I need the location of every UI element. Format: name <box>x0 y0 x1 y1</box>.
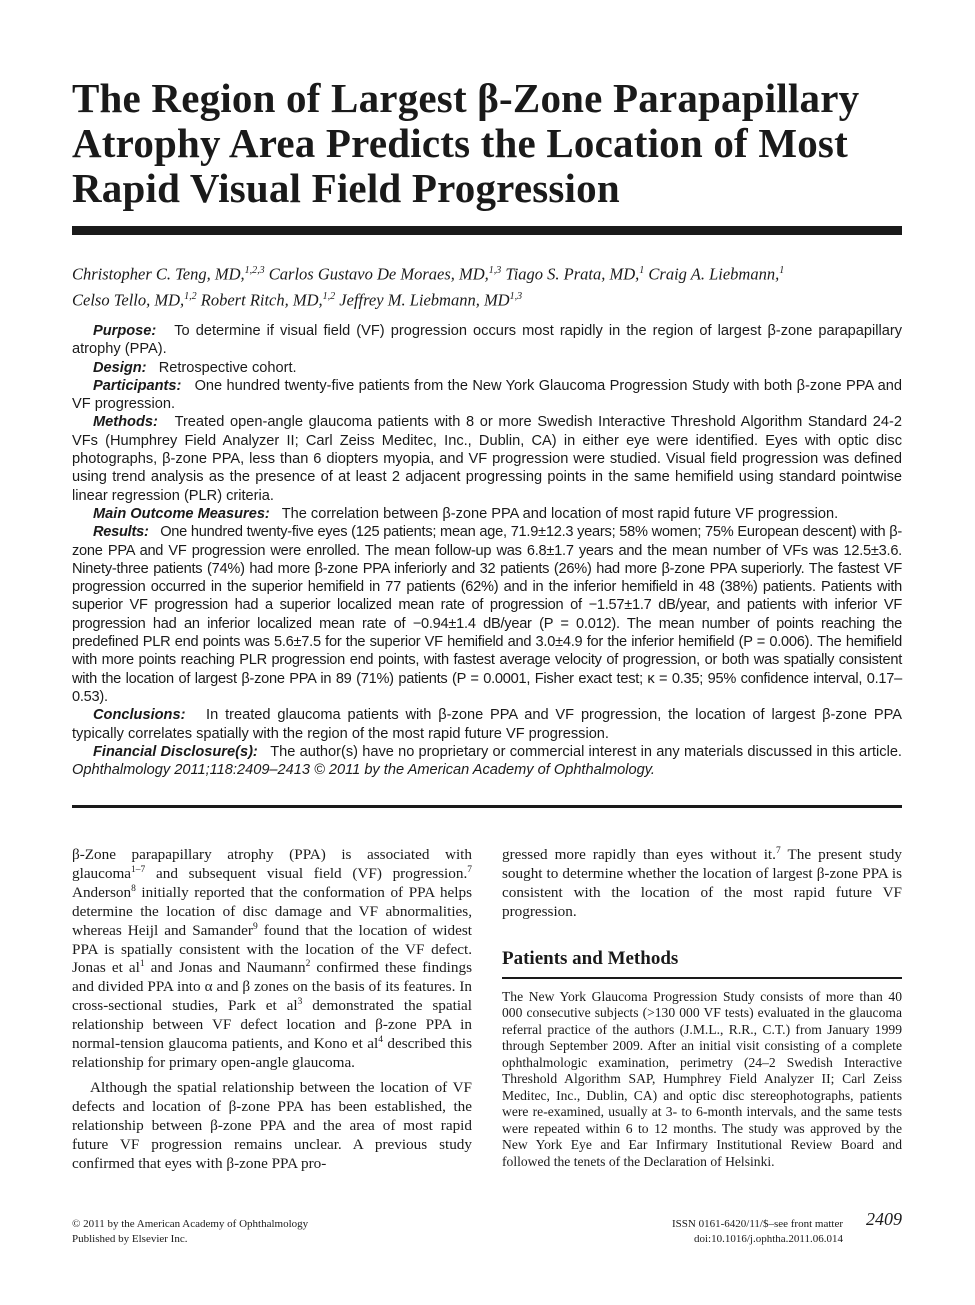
body-text: confirmed these findings and divided PPA into α and β zones on the basis of its features. In cross-sectional studies, Park et al <box>72 959 472 1015</box>
reference-link[interactable]: 1 <box>139 959 145 970</box>
body-text: and subsequent visual field (VF) progression. <box>145 864 468 882</box>
author-name: Robert Ritch, MD, <box>200 290 323 309</box>
publisher-line: Published by Elsevier Inc. <box>72 1233 188 1245</box>
author-affiliation: 1 <box>639 265 645 276</box>
reference-link[interactable]: 3 <box>297 997 303 1008</box>
abstract-text: One hundred twenty-five eyes (125 patients; mean age, 71.9±12.3 years; 58% women; 75% European descent) with β-zone PPA and VF progression were enrolled. The mean follow-up was 6.8±1.7 years and the mean number of VFs was 12.5±3.6. Ninety-three patients (74%) had more β-zone PPA inferiorly and 32 patients (26%) had more β-zone PPA superiorly. The fastest VF progression occurred in the superior hemifield in 77 patients (62%) and in the inferior hemifield in 48 (38%) patients. Patients with superior VF progression had a superior localized mean rate of progression of −1.57±1.7 dB/year, and patients with inferior VF progression had an inferior localized mean rate of −0.94±1.4 dB/year (P = 0.012). The mean number of points reaching the predefined PLR end points was 5.6±7.5 for the superior VF hemifield and 3.0±4.9 for the inferior hemifield (P = 0.006). The hemifield with more points reaching PLR progression end points, with fastest average velocity of progression, or both was spatially consistent with the location of largest β-zone PPA in 89 (71%) patients (P = 0.0001, Fisher exact test; κ = 0.35; 95% confidence interval, 0.17–0.53). <box>72 524 902 705</box>
author-name: Christopher C. Teng, MD, <box>72 264 245 284</box>
author-list <box>72 260 912 311</box>
doi-link[interactable]: doi:10.1016/j.ophtha.2011.06.014 <box>693 1233 843 1245</box>
author-name: Carlos Gustavo De Moraes, MD, <box>268 264 489 284</box>
abstract-text: In treated glaucoma patients with β-zone PPA and VF progression, the location of largest β-zone PPA typically correlates spatially with the region of the most rapid future VF progression. <box>72 707 902 742</box>
abstract-design <box>72 359 902 377</box>
abstract-participants <box>72 377 902 414</box>
author-name: Celso Tello, MD, <box>72 290 185 309</box>
abstract-label: Methods: <box>93 414 158 431</box>
author-affiliation: 1,3 <box>488 265 502 276</box>
author-name: Jeffrey M. Liebmann, MD <box>339 290 510 309</box>
abstract-text: One hundred twenty-five patients from the New York Glaucoma Progression Study with both β-zone PPA and VF progression. <box>72 377 902 413</box>
body-text: β-Zone parapapillary atrophy (PPA) is associated with glaucoma <box>72 846 472 882</box>
body-text: and Jonas and Naumann <box>144 959 306 977</box>
journal-citation: Ophthalmology 2011;118:2409–2413 © 2011 by the American Academy of Ophthalmology. <box>72 762 655 779</box>
abstract-text: To determine if visual field (VF) progression occurs most rapidly in the region of largest β-zone parapapillary atrophy (PPA). <box>72 323 902 358</box>
author-affiliation: 1 <box>779 265 785 276</box>
footer-left <box>72 1217 308 1247</box>
issn-line: ISSN 0161-6420/11/$–see front matter <box>672 1218 843 1230</box>
body-paragraph: The New York Glaucoma Progression Study consists of more than 40 000 consecutive subjects (>130 000 VF tests) evaluated in the glaucoma referral practice of the authors (J.M.L., R.R., C.T.) from January 1999 through September 2009. After an initial visit consisting of a complete ophthalmologic examination, perimetry (24–2 Swedish Interactive Threshold Algorithm SAP, Humphrey Field Analyzer II; Carl Zeiss Meditec, Inc., Dublin, CA) and optic disc stereophotographs, patients were re-examined, usually at 3- to 6-month intervals, and the same tests were repeated within 6 to 12 months. The study was approved by the New York Eye and Ear Infirmary Institutional Review Board and followed the tenets of the Declaration of Helsinki. <box>502 988 902 1169</box>
abstract-label: Design: <box>93 359 147 376</box>
author-affiliation: 1,2 <box>184 290 197 302</box>
body-text: described this relationship for primary open-angle glaucoma. <box>72 1035 472 1071</box>
abstract-text: The correlation between β-zone PPA and location of most rapid future VF progression. <box>281 505 839 522</box>
author-affiliation: 1,2,3 <box>244 265 265 276</box>
abstract-text: Treated open-angle glaucoma patients with 8 or more Swedish Interactive Threshold Algorithm Standard 24-2 VFs (Humphrey Field Analyzer II; Carl Zeiss Meditec, Inc., Dublin, CA) in either eye were identified. Eyes with optic disc photographs, β-zone PPA, less than 6 diopters myopia, and VF progression were studied. Visual field progression was defined using trend analysis as the presence of at least 2 adjacent progressing points in the same hemifield using standard pointwise linear regression (PLR) criteria. <box>72 414 902 504</box>
abstract-disclosure <box>72 743 902 780</box>
section-divider <box>502 977 902 979</box>
abstract-results <box>72 523 902 706</box>
abstract-label: Results: <box>93 524 149 541</box>
reference-link[interactable]: 4 <box>378 1035 383 1045</box>
reference-link[interactable]: 9 <box>252 921 258 932</box>
abstract <box>72 322 902 779</box>
abstract-label: Financial Disclosure(s): <box>93 743 258 760</box>
body-column-left <box>72 846 472 1173</box>
author-name: Tiago S. Prata, MD, <box>505 264 640 284</box>
title-divider <box>72 226 902 235</box>
abstract-divider <box>72 805 902 808</box>
body-text: demonstrated the spatial relationship between VF defect location and β-zone PPA in normal-tension glaucoma patients, and Kono et al <box>72 997 472 1053</box>
reference-link[interactable]: 7 <box>467 864 472 875</box>
body-text: found that the location of widest PPA is spatially consistent with the location of the VF defect. Jonas et al <box>72 921 472 977</box>
abstract-label: Purpose: <box>93 323 157 339</box>
abstract-purpose <box>72 322 902 359</box>
reference-link[interactable]: 2 <box>305 959 311 970</box>
reference-link[interactable]: 1–7 <box>131 864 146 875</box>
abstract-text: The author(s) have no proprietary or commercial interest in any materials discussed in this article. <box>270 743 902 760</box>
body-text: Anderson <box>72 883 132 901</box>
body-paragraph <box>502 846 902 922</box>
copyright-line: © 2011 by the American Academy of Ophthalmology <box>72 1218 309 1230</box>
abstract-outcome <box>72 505 902 523</box>
page-number: 2409 <box>866 1209 902 1229</box>
abstract-label: Main Outcome Measures: <box>93 505 270 522</box>
author-name: Craig A. Liebmann, <box>648 264 780 284</box>
body-column-right <box>502 846 902 1170</box>
body-paragraph <box>72 846 472 1073</box>
body-paragraph: Although the spatial relationship between the location of VF defects and location of β-zone PPA has been established, the relationship between β-zone PPA and the area of most rapid future VF progression remains unclear. A previous study confirmed that eyes with β-zone PPA pro- <box>72 1078 472 1172</box>
abstract-conclusions <box>72 706 902 743</box>
body-text: initially reported that the conformation of PPA helps determine the location of disc damage and VF abnormalities, whereas Heijl and Samander <box>72 883 472 939</box>
abstract-label: Participants: <box>93 377 182 394</box>
body-text: The present study sought to determine whether the location of largest β-zone PPA is consistent with the location of the most rapid future VF progression. <box>502 846 902 920</box>
footer-right <box>672 1217 843 1247</box>
abstract-text: Retrospective cohort. <box>158 359 297 376</box>
abstract-methods <box>72 413 902 504</box>
author-affiliation: 1,2 <box>322 290 336 302</box>
body-text: gressed more rapidly than eyes without it. <box>502 846 776 863</box>
author-affiliation: 1,3 <box>509 290 523 302</box>
reference-link[interactable]: 7 <box>775 845 781 856</box>
article-title: The Region of Largest β-Zone Parapapillary Atrophy Area Predicts the Location of Most Rapid Visual Field Progression <box>72 75 860 211</box>
reference-link[interactable]: 8 <box>131 883 136 894</box>
abstract-label: Conclusions: <box>93 707 186 724</box>
section-heading: Patients and Methods <box>502 947 679 969</box>
